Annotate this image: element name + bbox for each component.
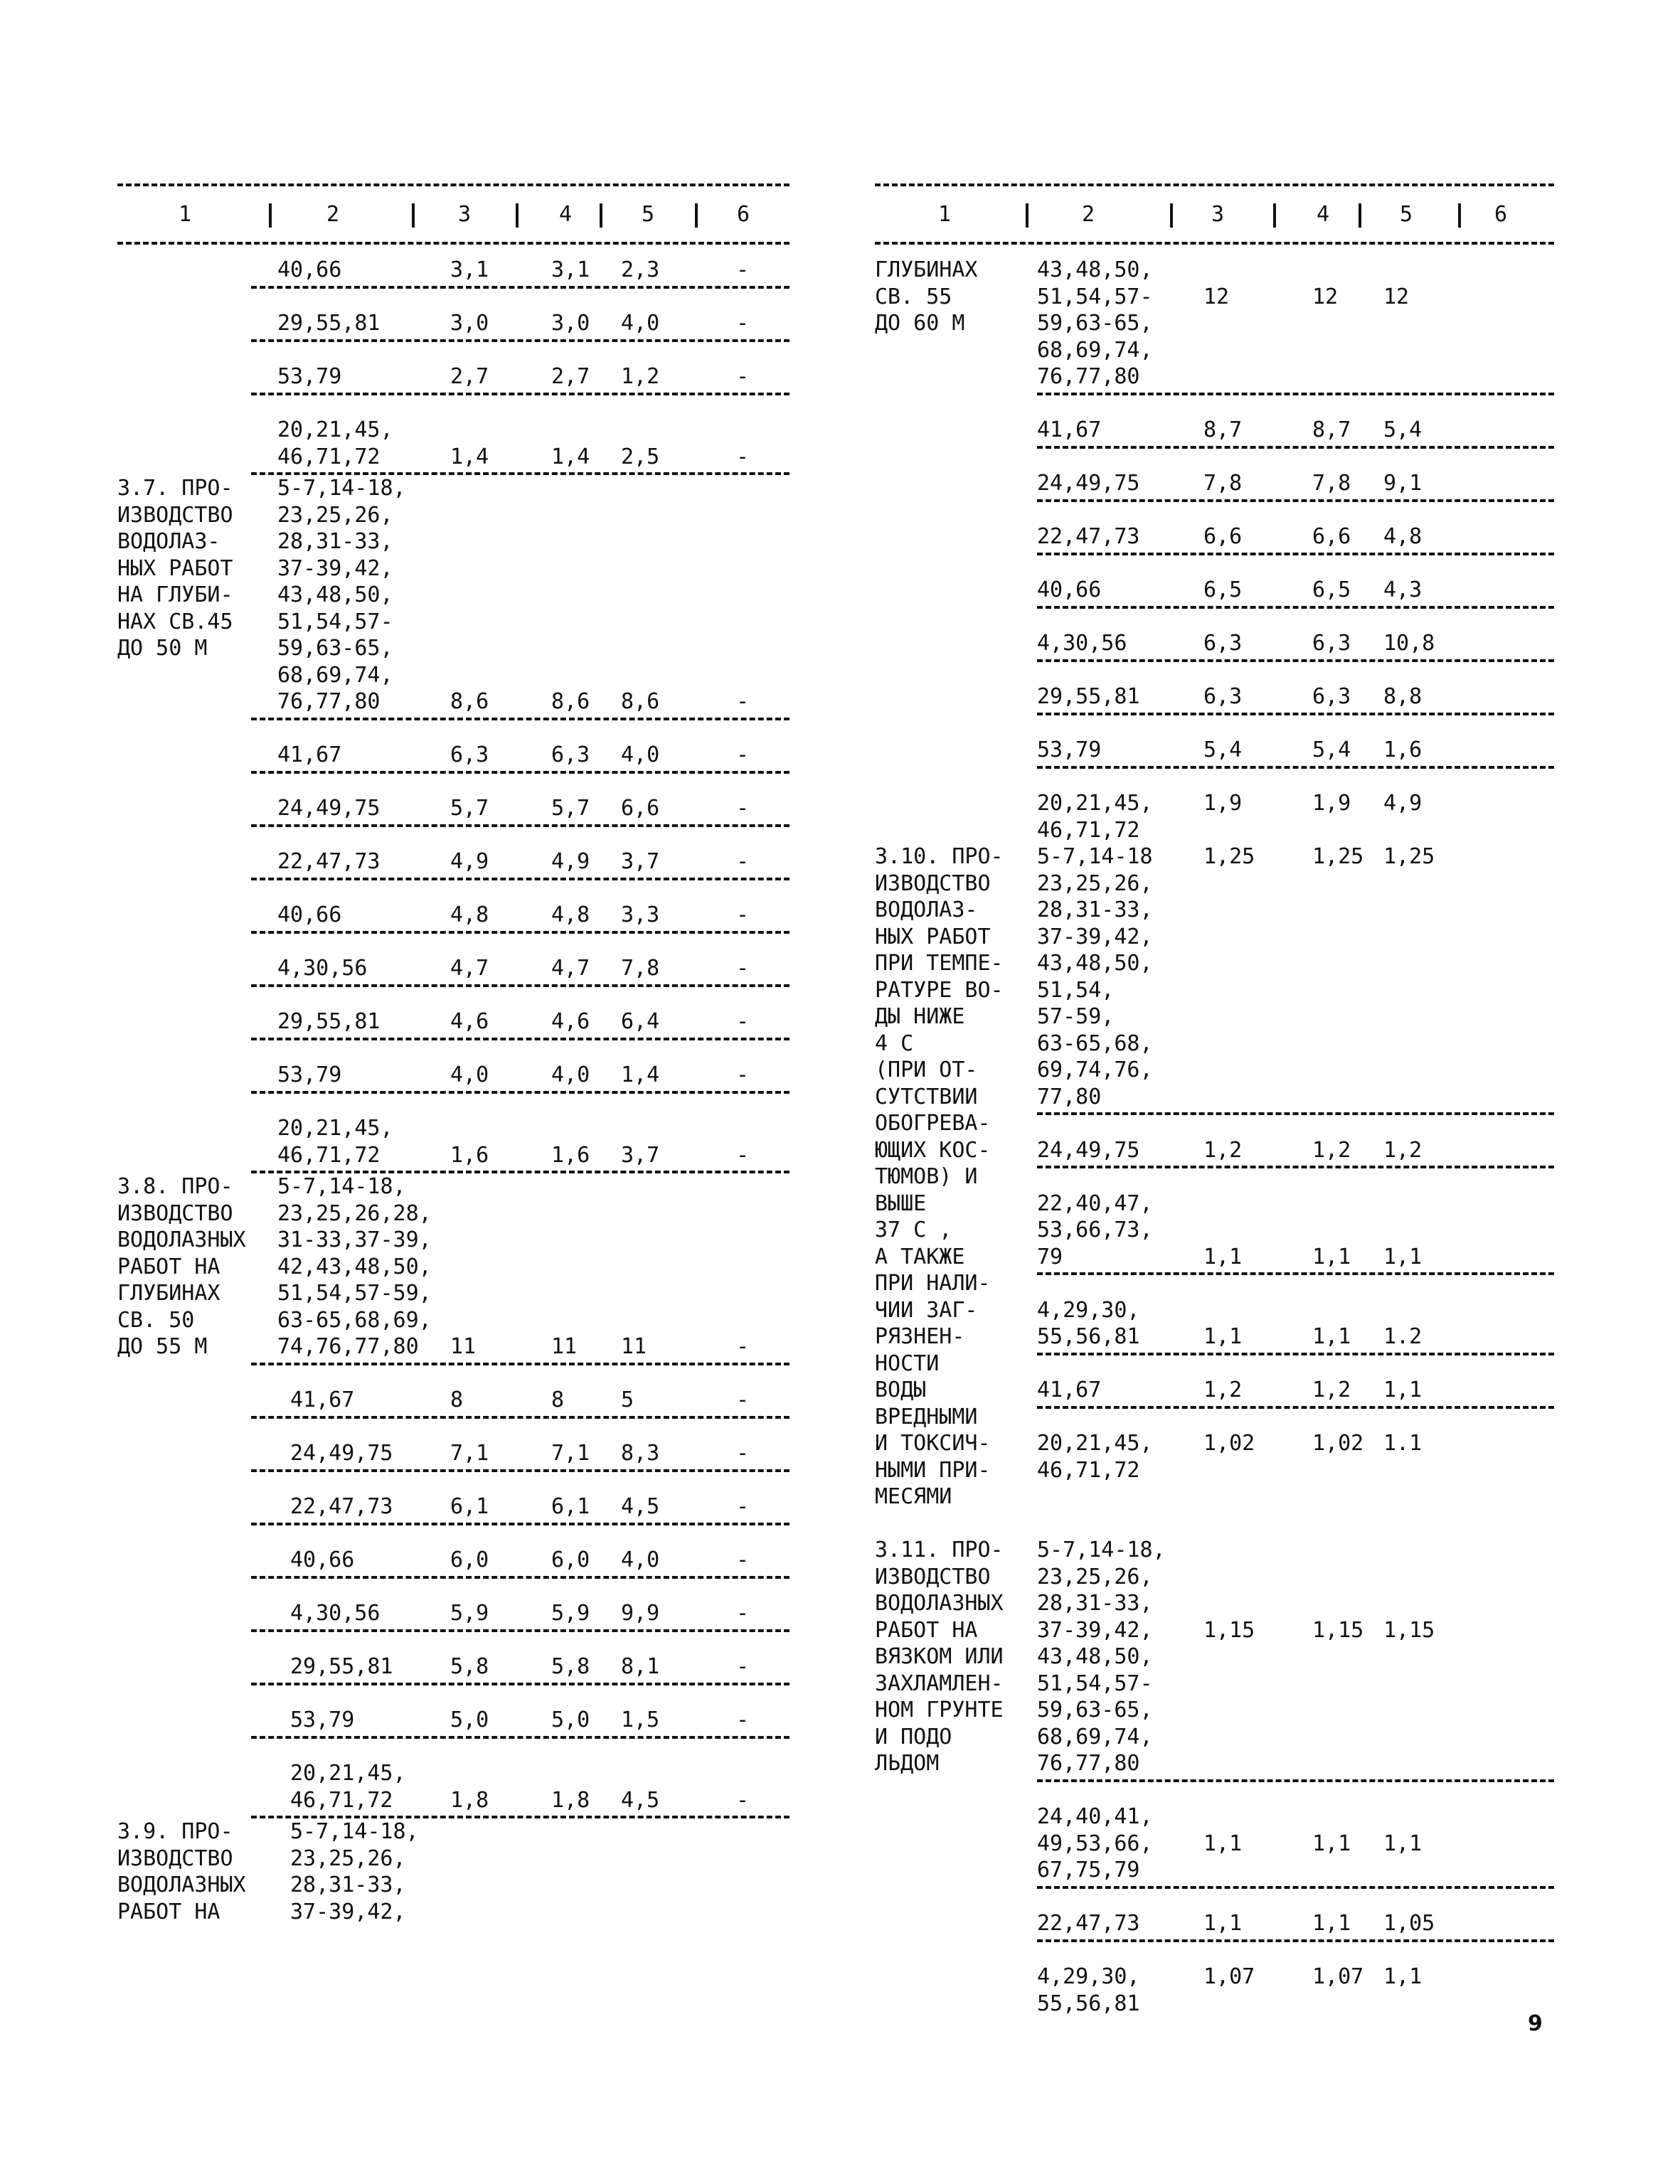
value-col-4: 6,3	[551, 742, 590, 767]
value-col-4: 8,6	[551, 689, 590, 714]
row-codes: 24,49,75	[1037, 1137, 1140, 1163]
value-col-3: 4,0	[450, 1062, 489, 1087]
value-col-3: 5,0	[450, 1708, 489, 1732]
row-divider	[251, 1038, 790, 1040]
value-col-3: 1,4	[450, 444, 489, 469]
row-codes: 40,66	[290, 1548, 355, 1572]
value-col-6: -	[736, 849, 750, 874]
row-codes: 22,47,73	[1037, 524, 1140, 549]
value-col-4: 6,1	[551, 1494, 590, 1519]
value-col-3: 1,9	[1203, 791, 1243, 816]
value-col-6: -	[736, 1334, 750, 1359]
value-col-4: 4,8	[551, 902, 590, 927]
value-col-3: 11	[450, 1334, 477, 1359]
value-col-3: 1,1	[1203, 1324, 1243, 1349]
value-col-3: 1,25	[1203, 844, 1255, 869]
value-col-4: 5,9	[551, 1601, 590, 1626]
row-codes: 4,30,56	[1037, 631, 1127, 656]
value-col-3: 4,6	[450, 1009, 489, 1034]
row-codes: 24,49,75	[290, 1441, 393, 1466]
value-col-4: 4,7	[551, 956, 590, 981]
header-separator	[1359, 203, 1361, 228]
section-title: 3.8. ПРО- ИЗВОДСТВО ВОДОЛАЗНЫХ РАБОТ НА ГЛУБИНАХ СВ. 50 ДО 55 М	[117, 1174, 246, 1359]
value-col-6: -	[736, 1441, 750, 1466]
value-col-3: 1,02	[1203, 1431, 1255, 1456]
value-col-6: -	[736, 796, 750, 821]
value-col-6: -	[736, 1009, 750, 1034]
row-codes: 4,29,30, 55,56,81	[1037, 1297, 1140, 1349]
row-divider	[251, 286, 790, 289]
section-title: 3.7. ПРО- ИЗВОДСТВО ВОДОЛАЗ- НЫХ РАБОТ НА ГЛУБИ- НАХ СВ.45 ДО 50 М	[117, 476, 233, 661]
row-divider	[251, 824, 790, 827]
value-col-5: 4,9	[1383, 791, 1423, 816]
value-col-4: 1,02	[1312, 1431, 1364, 1456]
value-col-6: -	[736, 444, 750, 469]
row-codes: 29,55,81	[290, 1654, 393, 1679]
header-separator	[516, 203, 519, 228]
value-col-4: 1,07	[1312, 1964, 1364, 1989]
row-divider	[251, 984, 790, 987]
header-separator	[1170, 203, 1173, 228]
header-separator	[1458, 203, 1461, 228]
row-codes: 24,49,75	[1037, 471, 1140, 496]
value-col-5: 4,8	[1383, 524, 1423, 549]
value-col-5: 8,1	[621, 1654, 660, 1679]
value-col-3: 1,1	[1203, 1244, 1243, 1269]
value-col-3: 6,6	[1203, 524, 1243, 549]
row-codes: 20,21,45, 46,71,72	[1037, 1431, 1153, 1483]
row-codes: 41,67	[277, 742, 342, 767]
row-codes: 4,30,56	[277, 956, 368, 981]
value-col-6: -	[736, 257, 750, 282]
header-col-5: 5	[641, 202, 655, 227]
value-col-4: 1,1	[1312, 1831, 1351, 1856]
value-col-3: 2,7	[450, 364, 489, 389]
row-divider	[1037, 1112, 1554, 1115]
row-codes: 29,55,81	[1037, 684, 1140, 709]
value-col-5: 4,3	[1383, 577, 1423, 602]
value-col-4: 11	[551, 1334, 578, 1359]
row-codes: 5-7,14-18 23,25,26, 28,31-33, 37-39,42, 43,48,50, 51,54, 57-59, 63-65,68, 69,74,76, 77,80	[1037, 844, 1153, 1109]
value-col-3: 1,15	[1203, 1617, 1255, 1643]
row-codes: 22,40,47, 53,66,73, 79	[1037, 1190, 1153, 1269]
value-col-5: 3,7	[621, 1142, 660, 1168]
value-col-4: 5,8	[551, 1654, 590, 1679]
value-col-6: -	[736, 1548, 750, 1572]
value-col-3: 1,2	[1203, 1378, 1243, 1402]
value-col-4: 1,1	[1312, 1911, 1351, 1936]
value-col-4: 1,1	[1312, 1324, 1351, 1349]
row-divider	[251, 339, 790, 342]
row-codes: 29,55,81	[277, 1009, 381, 1034]
row-divider	[251, 771, 790, 774]
value-col-4: 4,6	[551, 1009, 590, 1034]
value-col-3: 3,1	[450, 257, 489, 282]
value-col-3: 7,1	[450, 1441, 489, 1466]
row-codes: 40,66	[1037, 577, 1102, 602]
value-col-6: -	[736, 1494, 750, 1519]
table-header	[875, 183, 1554, 240]
row-divider	[251, 1683, 790, 1685]
row-divider	[1037, 499, 1554, 502]
value-col-6: -	[736, 1062, 750, 1087]
value-col-4: 6,0	[551, 1548, 590, 1572]
value-col-5: 1,5	[621, 1708, 660, 1732]
row-codes: 53,79	[290, 1708, 355, 1732]
row-codes: 24,49,75	[277, 796, 381, 821]
value-col-5: 1,2	[621, 364, 660, 389]
row-codes: 41,67	[1037, 1378, 1102, 1402]
value-col-5: 11	[621, 1334, 647, 1359]
row-codes: 5-7,14-18, 23,25,26, 28,31-33, 37-39,42, 43,48,50, 51,54,57- 59,63-65, 68,69,74, 76,77,80	[277, 476, 406, 714]
header-col-4: 4	[1316, 202, 1330, 227]
value-col-4: 6,3	[1312, 684, 1351, 709]
value-col-5: 1,1	[1383, 1831, 1423, 1856]
value-col-5: 5	[621, 1387, 634, 1412]
value-col-3: 3,0	[450, 311, 489, 336]
row-codes: 41,67	[290, 1387, 355, 1412]
value-col-6: -	[736, 689, 750, 714]
value-col-6: -	[736, 311, 750, 336]
row-codes: 20,21,45, 46,71,72	[277, 417, 393, 469]
value-col-6: -	[736, 902, 750, 927]
value-col-6: -	[736, 742, 750, 767]
value-col-3: 7,8	[1203, 471, 1243, 496]
row-divider	[1037, 1166, 1554, 1168]
value-col-3: 8,6	[450, 689, 489, 714]
header-separator	[1273, 203, 1276, 228]
value-col-4: 8	[551, 1387, 565, 1412]
row-codes: 40,66	[277, 257, 342, 282]
value-col-3: 6,0	[450, 1548, 489, 1572]
header-col-6: 6	[736, 202, 750, 227]
row-codes: 40,66	[277, 902, 342, 927]
value-col-3: 12	[1203, 284, 1230, 309]
value-col-4: 2,7	[551, 364, 590, 389]
value-col-5: 1.1	[1383, 1431, 1423, 1456]
row-divider	[1037, 1886, 1554, 1889]
value-col-5: 1.2	[1383, 1324, 1423, 1349]
value-col-5: 8,8	[1383, 684, 1423, 709]
value-col-4: 6,6	[1312, 524, 1351, 549]
row-divider	[251, 393, 790, 395]
value-col-3: 5,8	[450, 1654, 489, 1679]
value-col-4: 5,7	[551, 796, 590, 821]
value-col-3: 5,4	[1203, 737, 1243, 762]
value-col-3: 6,3	[450, 742, 489, 767]
row-divider	[1037, 1272, 1554, 1275]
value-col-4: 1,2	[1312, 1137, 1351, 1163]
value-col-6: -	[736, 364, 750, 389]
row-divider	[251, 1091, 790, 1094]
row-divider	[251, 1523, 790, 1525]
row-divider	[1037, 1939, 1554, 1942]
value-col-3: 6,3	[1203, 631, 1243, 656]
value-col-3: 1,1	[1203, 1831, 1243, 1856]
value-col-3: 8,7	[1203, 417, 1243, 442]
value-col-4: 4,9	[551, 849, 590, 874]
value-col-5: 9,9	[621, 1601, 660, 1626]
value-col-4: 1,15	[1312, 1617, 1364, 1643]
header-separator	[1026, 203, 1028, 228]
row-codes: 41,67	[1037, 417, 1102, 442]
value-col-6: -	[736, 1387, 750, 1412]
value-col-3: 5,7	[450, 796, 489, 821]
row-divider	[875, 242, 1554, 245]
row-divider	[1037, 1406, 1554, 1409]
row-divider	[251, 878, 790, 880]
value-col-5: 1,4	[621, 1062, 660, 1087]
value-col-6: -	[736, 1142, 750, 1168]
row-divider	[1037, 1353, 1554, 1355]
row-divider	[251, 1416, 790, 1419]
value-col-5: 4,5	[621, 1787, 660, 1813]
value-col-3: 1,07	[1203, 1964, 1255, 1989]
value-col-5: 1,1	[1383, 1244, 1423, 1269]
row-codes: 22,47,73	[1037, 1911, 1140, 1936]
value-col-5: 1,05	[1383, 1911, 1435, 1936]
value-col-5: 7,8	[621, 956, 660, 981]
row-codes: 24,40,41, 49,53,66, 67,75,79	[1037, 1804, 1153, 1882]
row-divider	[1037, 446, 1554, 449]
value-col-4: 1,25	[1312, 844, 1364, 869]
row-codes: 53,79	[277, 1062, 342, 1087]
row-codes: 22,47,73	[290, 1494, 393, 1519]
value-col-5: 1,1	[1383, 1378, 1423, 1402]
value-col-3: 4,7	[450, 956, 489, 981]
row-codes: 20,21,45, 46,71,72	[277, 1116, 393, 1168]
row-divider	[117, 242, 790, 245]
value-col-4: 12	[1312, 284, 1339, 309]
value-col-3: 1,8	[450, 1787, 489, 1813]
row-codes: 20,21,45, 46,71,72	[290, 1761, 406, 1813]
value-col-6: -	[736, 956, 750, 981]
value-col-4: 1,9	[1312, 791, 1351, 816]
value-col-4: 1,8	[551, 1787, 590, 1813]
row-divider	[1037, 659, 1554, 662]
header-separator	[269, 203, 272, 228]
row-codes: 5-7,14-18, 23,25,26, 28,31-33, 37-39,42, 43,48,50, 51,54,57- 59,63-65, 68,69,74, 76,77,80	[1037, 1538, 1166, 1776]
row-codes: 29,55,81	[277, 311, 381, 336]
value-col-5: 1,15	[1383, 1617, 1435, 1643]
header-separator	[600, 203, 602, 228]
value-col-3: 1,1	[1203, 1911, 1243, 1936]
value-col-6: -	[736, 1708, 750, 1732]
row-divider	[1037, 393, 1554, 395]
row-codes: 5-7,14-18, 23,25,26,28, 31-33,37-39, 42,43,48,50, 51,54,57-59, 63-65,68,69, 74,76,77,80	[277, 1174, 432, 1359]
value-col-6: -	[736, 1654, 750, 1679]
header-col-2: 2	[1081, 202, 1095, 227]
value-col-6: -	[736, 1601, 750, 1626]
section-title: 3.9. ПРО- ИЗВОДСТВО ВОДОЛАЗНЫХ РАБОТ НА	[117, 1819, 246, 1924]
header-separator	[412, 203, 415, 228]
section-title: ГЛУБИНАХ СВ. 55 ДО 60 М	[875, 257, 978, 336]
row-codes: 20,21,45, 46,71,72	[1037, 791, 1153, 843]
value-col-4: 6,5	[1312, 577, 1351, 602]
row-divider	[1037, 553, 1554, 555]
row-divider	[251, 1576, 790, 1579]
value-col-5: 6,6	[621, 796, 660, 821]
value-col-4: 5,0	[551, 1708, 590, 1732]
value-col-3: 8	[450, 1387, 464, 1412]
row-codes: 5-7,14-18, 23,25,26, 28,31-33, 37-39,42,	[290, 1819, 419, 1924]
value-col-5: 2,5	[621, 444, 660, 469]
value-col-4: 6,3	[1312, 631, 1351, 656]
value-col-3: 6,3	[1203, 684, 1243, 709]
row-divider	[1037, 713, 1554, 715]
value-col-5: 12	[1383, 284, 1410, 309]
row-divider	[251, 1469, 790, 1472]
row-divider	[1037, 606, 1554, 609]
value-col-5: 1,6	[1383, 737, 1423, 762]
value-col-5: 8,3	[621, 1441, 660, 1466]
row-codes: 53,79	[1037, 737, 1102, 762]
row-codes: 53,79	[277, 364, 342, 389]
row-codes: 22,47,73	[277, 849, 381, 874]
row-codes: 43,48,50, 51,54,57- 59,63-65, 68,69,74, 76,77,80	[1037, 257, 1153, 389]
value-col-3: 1,6	[450, 1142, 489, 1168]
header-col-6: 6	[1494, 202, 1508, 227]
value-col-5: 10,8	[1383, 631, 1435, 656]
row-codes: 4,30,56	[290, 1601, 381, 1626]
row-divider	[251, 1363, 790, 1365]
table-header	[117, 183, 790, 240]
value-col-5: 9,1	[1383, 471, 1423, 496]
value-col-5: 3,3	[621, 902, 660, 927]
row-codes: 4,29,30, 55,56,81	[1037, 1964, 1140, 2016]
value-col-4: 3,0	[551, 311, 590, 336]
value-col-4: 1,1	[1312, 1244, 1351, 1269]
row-divider	[1037, 766, 1554, 769]
header-col-2: 2	[326, 202, 340, 227]
value-col-4: 3,1	[551, 257, 590, 282]
value-col-5: 4,0	[621, 1548, 660, 1572]
value-col-3: 4,9	[450, 849, 489, 874]
row-divider	[251, 718, 790, 720]
value-col-3: 5,9	[450, 1601, 489, 1626]
value-col-4: 1,4	[551, 444, 590, 469]
value-col-5: 1,25	[1383, 844, 1435, 869]
header-col-5: 5	[1399, 202, 1413, 227]
row-divider	[251, 931, 790, 934]
value-col-5: 4,0	[621, 311, 660, 336]
header-separator	[695, 203, 698, 228]
value-col-4: 1,2	[1312, 1378, 1351, 1402]
page-number: 9	[1528, 2011, 1543, 2036]
value-col-5: 8,6	[621, 689, 660, 714]
value-col-3: 4,8	[450, 902, 489, 927]
header-col-3: 3	[457, 202, 472, 227]
value-col-3: 6,5	[1203, 577, 1243, 602]
value-col-5: 5,4	[1383, 417, 1423, 442]
value-col-3: 1,2	[1203, 1137, 1243, 1163]
header-col-1: 1	[178, 202, 192, 227]
value-col-5: 4,5	[621, 1494, 660, 1519]
value-col-5: 1,1	[1383, 1964, 1423, 1989]
value-col-4: 4,0	[551, 1062, 590, 1087]
header-col-3: 3	[1211, 202, 1225, 227]
value-col-4: 8,7	[1312, 417, 1351, 442]
section-title: 3.11. ПРО- ИЗВОДСТВО ВОДОЛАЗНЫХ РАБОТ НА ВЯЗКОМ ИЛИ ЗАХЛАМЛЕН- НОМ ГРУНТЕ И ПОДО ЛЬДОМ	[875, 1538, 1004, 1776]
row-divider	[251, 1629, 790, 1632]
value-col-6: -	[736, 1787, 750, 1813]
value-col-5: 3,7	[621, 849, 660, 874]
row-divider	[251, 1736, 790, 1739]
value-col-4: 5,4	[1312, 737, 1351, 762]
value-col-4: 7,1	[551, 1441, 590, 1466]
value-col-3: 6,1	[450, 1494, 489, 1519]
header-col-4: 4	[558, 202, 573, 227]
section-title: 3.10. ПРО- ИЗВОДСТВО ВОДОЛАЗ- НЫХ РАБОТ ПРИ ТЕМПЕ- РАТУРЕ ВО- ДЫ НИЖЕ 4 С (ПРИ ОТ- СУТСТВИИ ОБОГРЕВА- ЮЩИХ КОС- ТЮМОВ) И ВЫШЕ 37 С , А ТАКЖЕ ПРИ НАЛИ- ЧИИ ЗАГ- РЯЗНЕН- НОСТИ ВОДЫ ВРЕДНЫМИ И ТОКСИЧ- НЫМИ ПРИ- МЕСЯМИ	[875, 844, 1004, 1509]
value-col-5: 2,3	[621, 257, 660, 282]
value-col-5: 1,2	[1383, 1137, 1423, 1163]
header-col-1: 1	[937, 202, 952, 227]
value-col-4: 7,8	[1312, 471, 1351, 496]
value-col-5: 4,0	[621, 742, 660, 767]
value-col-5: 6,4	[621, 1009, 660, 1034]
value-col-4: 1,6	[551, 1142, 590, 1168]
row-divider	[1037, 1779, 1554, 1782]
